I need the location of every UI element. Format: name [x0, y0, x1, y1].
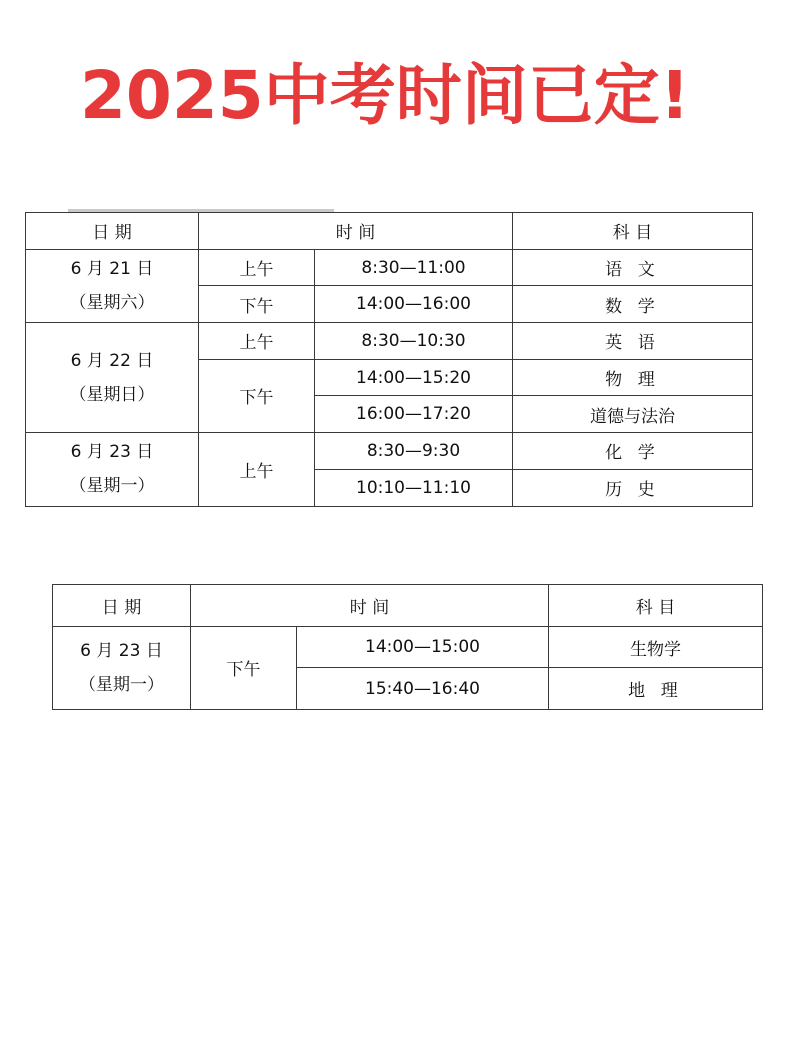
header-time: 时 间 — [199, 213, 513, 250]
date-label: 6 月 23 日 — [70, 442, 154, 463]
time-cell: 10:10—11:10 — [315, 469, 513, 506]
table-row — [26, 323, 753, 360]
time-cell: 8:30—9:30 — [315, 433, 513, 470]
period-cell: 上午 — [199, 433, 315, 506]
period-cell: 下午 — [199, 286, 315, 323]
exam-schedule-table — [25, 212, 753, 507]
date-cell — [26, 323, 199, 433]
weekday-label: （星期一） — [69, 476, 155, 497]
subject-cell: 历 史 — [513, 469, 753, 506]
page-title: 2025中考时间已定! — [80, 57, 690, 134]
date-label: 6 月 22 日 — [70, 350, 154, 371]
period-cell: 下午 — [199, 359, 315, 432]
weekday-label: （星期一） — [79, 674, 164, 695]
subject-cell: 数 学 — [513, 286, 753, 323]
weekday-label: （星期六） — [69, 292, 155, 313]
time-cell: 16:00—17:20 — [315, 396, 513, 433]
table-row — [26, 433, 753, 470]
date-cell — [53, 626, 191, 709]
time-cell: 15:40—16:40 — [297, 668, 549, 710]
table-row — [26, 249, 753, 286]
period-cell: 上午 — [199, 249, 315, 286]
subject-cell: 化 学 — [513, 433, 753, 470]
table-header-row — [53, 585, 763, 627]
weekday-label: （星期日） — [69, 384, 155, 405]
time-cell: 14:00—15:20 — [315, 359, 513, 396]
time-cell: 8:30—10:30 — [315, 323, 513, 360]
time-cell: 14:00—15:00 — [297, 626, 549, 668]
time-cell: 14:00—16:00 — [315, 286, 513, 323]
subject-cell: 英 语 — [513, 323, 753, 360]
date-cell — [26, 433, 199, 506]
subject-cell: 地 理 — [549, 668, 763, 710]
date-label: 6 月 23 日 — [80, 640, 163, 661]
date-label: 6 月 21 日 — [70, 258, 154, 279]
header-time: 时 间 — [191, 585, 549, 627]
period-cell: 上午 — [199, 323, 315, 360]
table-row — [53, 626, 763, 668]
subject-cell: 道德与法治 — [513, 396, 753, 433]
date-cell — [26, 249, 199, 322]
subject-cell: 语 文 — [513, 249, 753, 286]
subject-cell: 生物学 — [549, 626, 763, 668]
header-subject: 科 目 — [549, 585, 763, 627]
subject-cell: 物 理 — [513, 359, 753, 396]
exam-schedule-table-supplement — [52, 584, 763, 710]
period-cell: 下午 — [191, 626, 297, 709]
time-cell: 8:30—11:00 — [315, 249, 513, 286]
header-date: 日 期 — [26, 213, 199, 250]
table-header-row — [26, 213, 753, 250]
header-date: 日 期 — [53, 585, 191, 627]
header-subject: 科 目 — [513, 213, 753, 250]
